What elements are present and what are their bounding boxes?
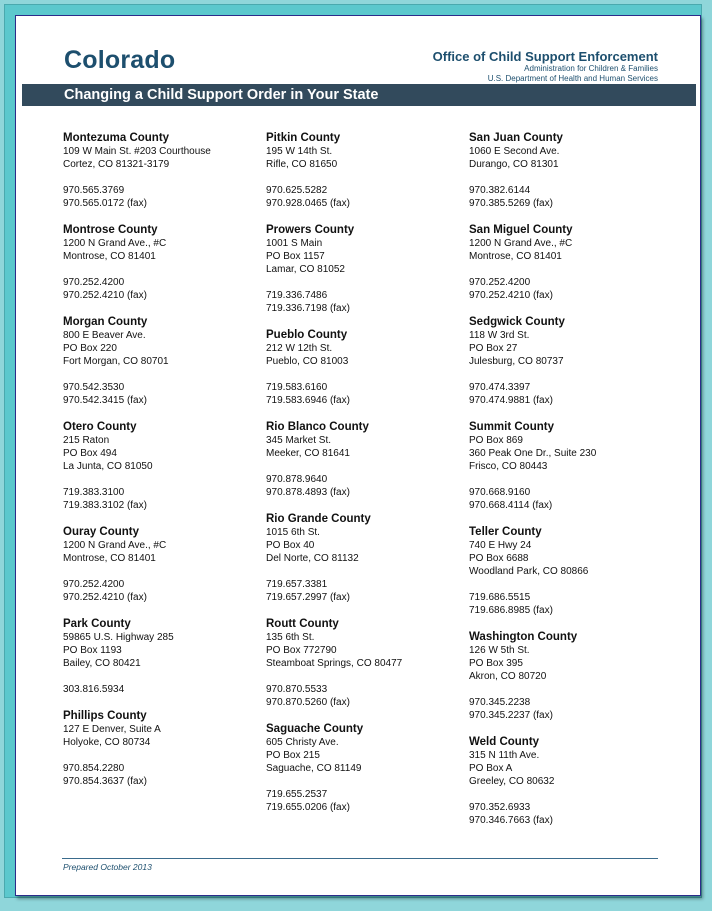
address-line: 59865 U.S. Highway 285 <box>63 632 174 643</box>
address-line: La Junta, CO 81050 <box>63 461 153 472</box>
phone-number: 970.474.9881 (fax) <box>469 395 553 406</box>
county-name: Ouray County <box>63 526 140 538</box>
banner-title: Changing a Child Support Order in Your State <box>64 87 379 103</box>
phone-number: 970.352.6933 <box>469 802 531 813</box>
address-line: PO Box 395 <box>469 658 523 669</box>
address-line: Durango, CO 81301 <box>469 159 559 170</box>
phone-number: 970.542.3530 <box>63 382 125 393</box>
county-entry <box>63 709 263 788</box>
address-line: Woodland Park, CO 80866 <box>469 566 589 577</box>
address-line: 315 N 11th Ave. <box>469 750 540 761</box>
spacer <box>266 276 466 289</box>
phone-number: 970.252.4200 <box>63 277 125 288</box>
phone-number: 719.655.0206 (fax) <box>266 802 350 813</box>
spacer <box>469 171 669 184</box>
agency-name: Office of Child Support Enforcement <box>432 49 658 64</box>
address-line: 1200 N Grand Ave., #C <box>63 238 167 249</box>
spacer <box>266 565 466 578</box>
address-line: PO Box 40 <box>266 540 315 551</box>
address-line: Montrose, CO 81401 <box>63 251 156 262</box>
address-line: 1001 S Main <box>266 238 323 249</box>
county-name: Montezuma County <box>63 132 170 144</box>
title-banner <box>22 84 696 106</box>
county-name: Summit County <box>469 421 554 433</box>
phone-number: 719.686.8985 (fax) <box>469 605 553 616</box>
address-line: 135 6th St. <box>266 632 315 643</box>
phone-number: 970.878.9640 <box>266 474 328 485</box>
phone-number: 719.336.7198 (fax) <box>266 303 350 314</box>
address-line: Holyoke, CO 80734 <box>63 737 151 748</box>
county-entry <box>63 420 263 512</box>
address-line: 345 Market St. <box>266 435 332 446</box>
phone-number: 970.668.9160 <box>469 487 531 498</box>
spacer <box>469 473 669 486</box>
spacer <box>469 578 669 591</box>
county-name: Pitkin County <box>266 132 341 144</box>
address-line: Saguache, CO 81149 <box>266 763 362 774</box>
county-column-3 <box>469 131 669 840</box>
phone-number: 970.542.3415 (fax) <box>63 395 147 406</box>
spacer <box>469 683 669 696</box>
spacer <box>266 171 466 184</box>
spacer <box>63 263 263 276</box>
county-entry <box>266 617 466 709</box>
phone-number: 970.565.3769 <box>63 185 125 196</box>
agency-subtitle-2: U.S. Department of Health and Human Services <box>487 74 658 83</box>
phone-number: 970.252.4210 (fax) <box>63 592 147 603</box>
footer-divider <box>62 858 658 859</box>
county-name: Rio Blanco County <box>266 421 369 433</box>
county-entry <box>266 512 466 604</box>
address-line: Cortez, CO 81321-3179 <box>63 159 170 170</box>
phone-number: 970.878.4893 (fax) <box>266 487 350 498</box>
county-name: San Miguel County <box>469 224 573 236</box>
county-entry <box>469 525 669 617</box>
document-frame <box>4 4 702 898</box>
county-column-1 <box>63 131 263 801</box>
county-name: Washington County <box>469 631 578 643</box>
address-line: 127 E Denver, Suite A <box>63 724 161 735</box>
county-name: Rio Grande County <box>266 513 371 525</box>
address-line: 126 W 5th St. <box>469 645 530 656</box>
county-name: Prowers County <box>266 224 355 236</box>
county-name: Weld County <box>469 736 540 748</box>
address-line: Akron, CO 80720 <box>469 671 547 682</box>
phone-number: 970.870.5533 <box>266 684 328 695</box>
footer-note: Prepared October 2013 <box>63 862 152 872</box>
spacer <box>63 670 263 683</box>
spacer <box>63 749 263 762</box>
spacer <box>63 171 263 184</box>
address-line: 118 W 3rd St. <box>469 330 530 341</box>
phone-number: 970.252.4200 <box>63 579 125 590</box>
address-line: Steamboat Springs, CO 80477 <box>266 658 403 669</box>
address-line: 109 W Main St. #203 Courthouse <box>63 146 211 157</box>
county-name: Pueblo County <box>266 329 348 341</box>
address-line: PO Box 869 <box>469 435 523 446</box>
address-line: Frisco, CO 80443 <box>469 461 548 472</box>
county-column-2 <box>266 131 466 827</box>
phone-number: 970.382.6144 <box>469 185 531 196</box>
phone-number: 970.252.4200 <box>469 277 531 288</box>
county-name: Otero County <box>63 421 137 433</box>
address-line: PO Box 6688 <box>469 553 529 564</box>
address-line: 212 W 12th St. <box>266 343 333 354</box>
address-line: PO Box 1193 <box>63 645 122 656</box>
phone-number: 970.346.7663 (fax) <box>469 815 553 826</box>
agency-block <box>433 49 658 84</box>
phone-number: 970.870.5260 (fax) <box>266 697 350 708</box>
address-line: Julesburg, CO 80737 <box>469 356 564 367</box>
county-name: Phillips County <box>63 710 147 722</box>
address-line: Del Norte, CO 81132 <box>266 553 359 564</box>
county-entry <box>266 420 466 499</box>
address-line: Rifle, CO 81650 <box>266 159 338 170</box>
phone-number: 719.657.3381 <box>266 579 328 590</box>
address-line: 740 E Hwy 24 <box>469 540 532 551</box>
county-entry <box>63 131 263 210</box>
county-entry <box>63 525 263 604</box>
spacer <box>266 670 466 683</box>
phone-number: 719.583.6946 (fax) <box>266 395 350 406</box>
phone-number: 970.252.4210 (fax) <box>469 290 553 301</box>
phone-number: 970.625.5282 <box>266 185 328 196</box>
county-name: Routt County <box>266 618 339 630</box>
phone-number: 970.345.2237 (fax) <box>469 710 553 721</box>
phone-number: 970.474.3397 <box>469 382 531 393</box>
county-name: Teller County <box>469 526 542 538</box>
spacer <box>469 788 669 801</box>
phone-number: 719.686.5515 <box>469 592 531 603</box>
phone-number: 970.565.0172 (fax) <box>63 198 147 209</box>
county-entry <box>469 420 669 512</box>
agency-subtitle-1: Administration for Children & Families <box>524 64 658 73</box>
document-page <box>15 15 701 896</box>
county-entry <box>266 223 466 315</box>
spacer <box>63 473 263 486</box>
address-line: Pueblo, CO 81003 <box>266 356 349 367</box>
address-line: PO Box 494 <box>63 448 117 459</box>
address-line: PO Box 772790 <box>266 645 337 656</box>
phone-number: 970.928.0465 (fax) <box>266 198 350 209</box>
county-name: San Juan County <box>469 132 563 144</box>
spacer <box>63 368 263 381</box>
address-line: 1060 E Second Ave. <box>469 146 560 157</box>
address-line: PO Box A <box>469 763 513 774</box>
address-line: 800 E Beaver Ave. <box>63 330 146 341</box>
county-entry <box>469 315 669 407</box>
address-line: Meeker, CO 81641 <box>266 448 350 459</box>
phone-number: 970.385.5269 (fax) <box>469 198 553 209</box>
phone-number: 970.345.2238 <box>469 697 531 708</box>
spacer <box>266 368 466 381</box>
county-entry <box>266 328 466 407</box>
address-line: Bailey, CO 80421 <box>63 658 141 669</box>
spacer <box>469 263 669 276</box>
phone-number: 970.252.4210 (fax) <box>63 290 147 301</box>
address-line: PO Box 27 <box>469 343 518 354</box>
address-line: Montrose, CO 81401 <box>63 553 156 564</box>
address-line: Lamar, CO 81052 <box>266 264 345 275</box>
phone-number: 719.336.7486 <box>266 290 328 301</box>
county-name: Montrose County <box>63 224 158 236</box>
phone-number: 970.854.2280 <box>63 763 125 774</box>
address-line: Fort Morgan, CO 80701 <box>63 356 169 367</box>
address-line: 360 Peak One Dr., Suite 230 <box>469 448 597 459</box>
county-name: Sedgwick County <box>469 316 565 328</box>
county-entry <box>469 223 669 302</box>
address-line: PO Box 220 <box>63 343 117 354</box>
phone-number: 970.854.3637 (fax) <box>63 776 147 787</box>
address-line: 195 W 14th St. <box>266 146 333 157</box>
county-entry <box>469 630 669 722</box>
county-entry <box>266 722 466 814</box>
state-title: Colorado <box>64 46 176 74</box>
address-line: 1015 6th St. <box>266 527 320 538</box>
county-entry <box>63 617 263 696</box>
phone-number: 719.383.3100 <box>63 487 125 498</box>
county-name: Morgan County <box>63 316 148 328</box>
address-line: 215 Raton <box>63 435 110 446</box>
phone-number: 970.668.4114 (fax) <box>469 500 553 511</box>
county-entry <box>469 735 669 827</box>
county-entry <box>63 223 263 302</box>
spacer <box>63 565 263 578</box>
address-line: Montrose, CO 81401 <box>469 251 562 262</box>
address-line: 1200 N Grand Ave., #C <box>63 540 167 551</box>
phone-number: 719.655.2537 <box>266 789 328 800</box>
county-entry <box>469 131 669 210</box>
county-entry <box>266 131 466 210</box>
spacer <box>469 368 669 381</box>
address-line: Greeley, CO 80632 <box>469 776 555 787</box>
address-line: 1200 N Grand Ave., #C <box>469 238 573 249</box>
address-line: PO Box 215 <box>266 750 320 761</box>
county-name: Park County <box>63 618 131 630</box>
phone-number: 719.383.3102 (fax) <box>63 500 147 511</box>
phone-number: 719.583.6160 <box>266 382 328 393</box>
address-line: PO Box 1157 <box>266 251 325 262</box>
county-name: Saguache County <box>266 723 364 735</box>
phone-number: 719.657.2997 (fax) <box>266 592 350 603</box>
spacer <box>266 775 466 788</box>
spacer <box>266 460 466 473</box>
address-line: 605 Christy Ave. <box>266 737 339 748</box>
phone-number: 303.816.5934 <box>63 684 125 695</box>
county-entry <box>63 315 263 407</box>
